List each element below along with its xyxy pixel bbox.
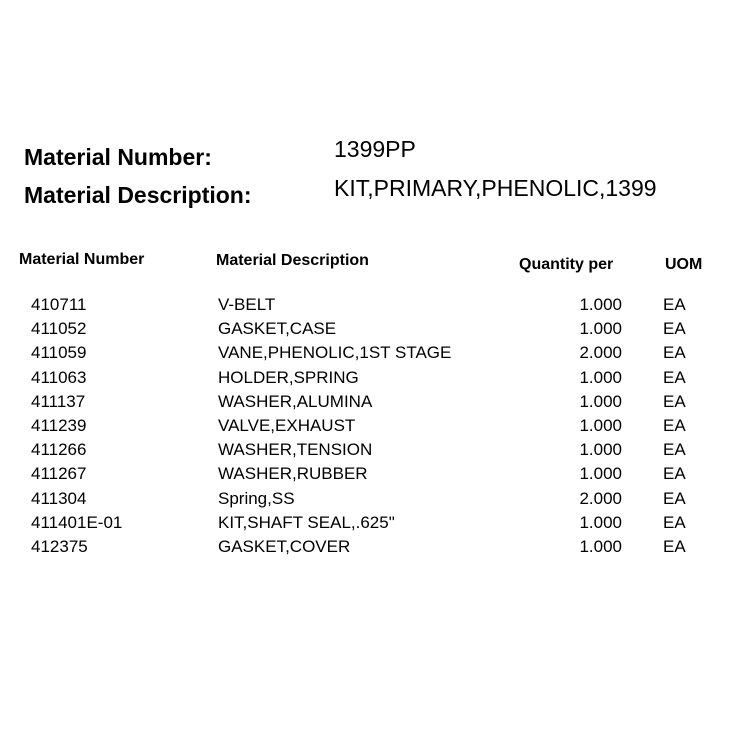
row-material-number: 411239 xyxy=(31,415,87,435)
row-quantity: 1.000 xyxy=(579,391,622,411)
row-uom: EA xyxy=(663,367,686,387)
table-row xyxy=(0,392,740,416)
table-row xyxy=(0,319,740,343)
row-material-number: 411063 xyxy=(31,367,87,387)
row-material-number: 411304 xyxy=(31,488,87,508)
row-quantity: 2.000 xyxy=(579,343,622,363)
row-material-description: GASKET,COVER xyxy=(218,536,351,556)
table-row xyxy=(0,537,740,561)
row-material-description: WASHER,RUBBER xyxy=(218,464,368,484)
row-material-number: 411267 xyxy=(31,464,87,484)
table-row xyxy=(0,464,740,488)
row-material-number: 411137 xyxy=(31,391,86,411)
row-material-description: KIT,SHAFT SEAL,.625" xyxy=(218,512,395,532)
column-header-quantity-per: Quantity per xyxy=(519,256,614,273)
row-quantity: 2.000 xyxy=(579,488,622,508)
table-row xyxy=(0,368,740,392)
row-quantity: 1.000 xyxy=(579,295,622,314)
row-material-description: WASHER,ALUMINA xyxy=(218,391,373,411)
column-header-uom: UOM xyxy=(665,256,703,273)
row-material-number: 411266 xyxy=(31,440,87,460)
table-row xyxy=(0,295,740,319)
table-row xyxy=(0,489,740,513)
table-row xyxy=(0,343,740,367)
material-description-value: KIT,PRIMARY,PHENOLIC,1399 xyxy=(334,175,657,201)
column-header-material-description: Material Description xyxy=(216,252,369,269)
material-number-value: 1399PP xyxy=(334,136,416,162)
row-quantity: 1.000 xyxy=(579,512,622,532)
row-material-number: 412375 xyxy=(31,536,88,556)
row-uom: EA xyxy=(663,343,686,363)
row-uom: EA xyxy=(663,295,686,314)
row-quantity: 1.000 xyxy=(579,415,622,435)
material-description-label: Material Description: xyxy=(24,182,252,208)
table-row xyxy=(0,416,740,440)
table-row xyxy=(0,513,740,537)
row-material-number: 411052 xyxy=(31,319,87,339)
material-number-label: Material Number: xyxy=(24,144,212,170)
row-material-description: WASHER,TENSION xyxy=(218,440,373,460)
column-header-material-number: Material Number xyxy=(19,251,145,268)
bill-of-materials-table xyxy=(0,295,740,561)
row-uom: EA xyxy=(663,440,686,460)
row-material-number: 411059 xyxy=(31,343,87,363)
row-material-number: 411401E-01 xyxy=(31,512,123,532)
row-uom: EA xyxy=(663,512,686,532)
row-quantity: 1.000 xyxy=(579,536,622,556)
row-material-description: Spring,SS xyxy=(218,488,295,508)
row-material-description: V-BELT xyxy=(218,295,276,314)
material-description-header xyxy=(24,175,724,214)
row-material-description: VANE,PHENOLIC,1ST STAGE xyxy=(218,343,452,363)
row-material-description: HOLDER,SPRING xyxy=(218,367,359,387)
row-uom: EA xyxy=(663,319,686,339)
row-quantity: 1.000 xyxy=(579,319,622,339)
material-number-header xyxy=(24,136,724,176)
row-uom: EA xyxy=(663,391,686,411)
row-material-description: VALVE,EXHAUST xyxy=(218,415,356,435)
row-uom: EA xyxy=(663,536,686,556)
row-uom: EA xyxy=(663,464,686,484)
row-uom: EA xyxy=(663,415,686,435)
row-material-number: 410711 xyxy=(31,295,87,314)
row-quantity: 1.000 xyxy=(579,440,622,460)
row-quantity: 1.000 xyxy=(579,464,622,484)
row-material-description: GASKET,CASE xyxy=(218,319,337,339)
row-uom: EA xyxy=(663,488,686,508)
row-quantity: 1.000 xyxy=(579,367,622,387)
table-row xyxy=(0,440,740,464)
